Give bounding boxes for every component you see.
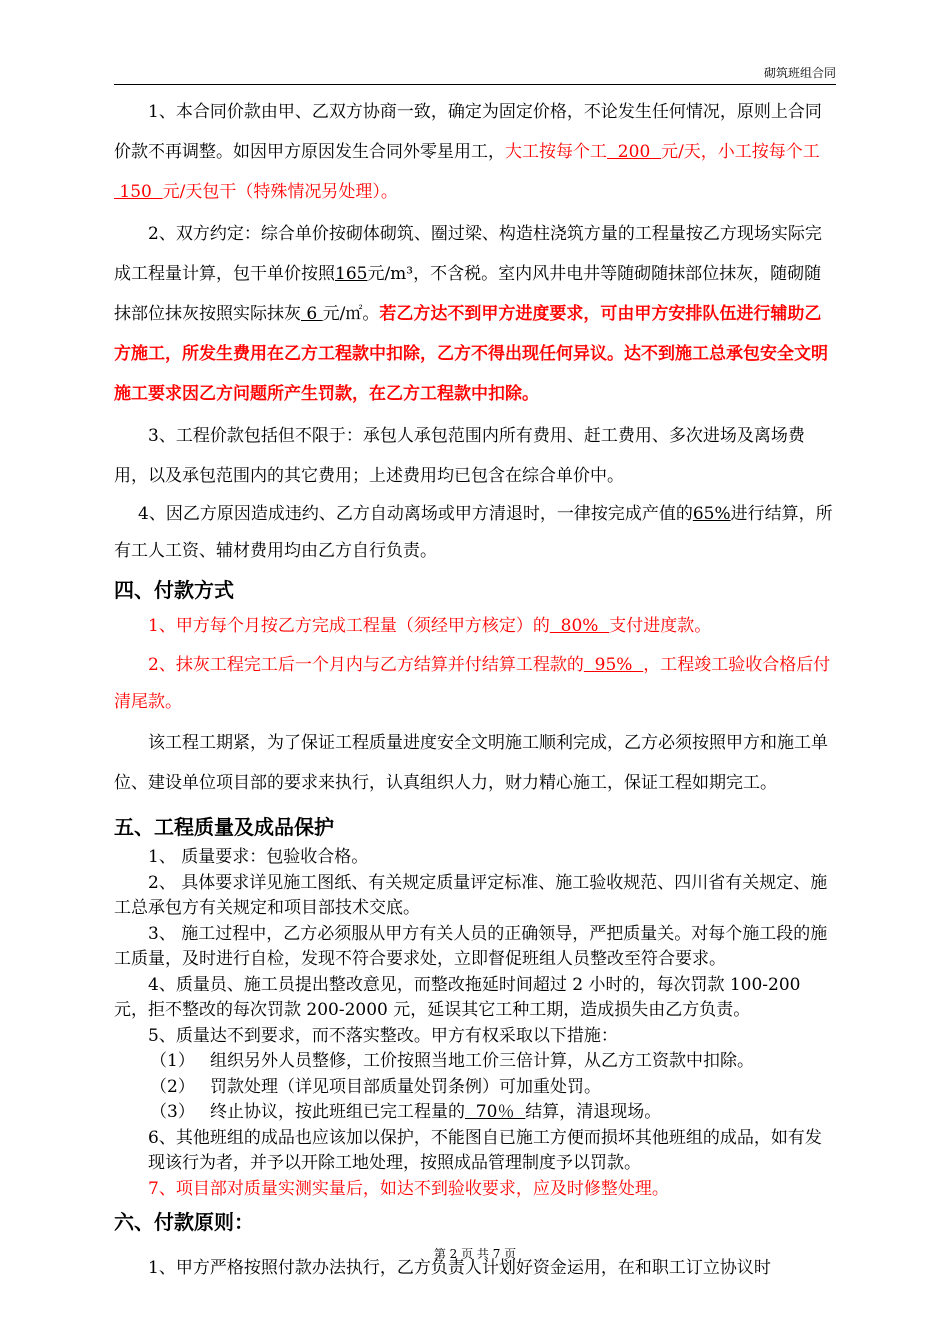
clause-2-text-b: 元/m³，不含税。室内风井电井等随砌随抹部位抹灰，随砌随抹部位抹灰按照实际抹灰 [114, 264, 822, 324]
measure-1-text: 组织另外人员整修，工价按照当地工价三倍计算，从乙方工资款中扣除。 [210, 1051, 754, 1071]
measure-2-number: （2） [150, 1076, 195, 1097]
payment-item-1 [114, 608, 838, 645]
clause-2-text: 2、双方约定：综合单价按砌体砌筑、圈过梁、构造柱浇筑方量的工程量按乙方现场实际完成工程量计算，包干单价按照 [114, 224, 822, 284]
unskilled-rate: 150 [114, 182, 163, 202]
measure-1 [114, 1049, 838, 1075]
quality-item-6: 6、其他班组的成品也应该加以保护，不能图自已施工方便而损坏其他班组的成品，如有发现该行为者，并予以开除工地处理，按照成品管理制度予以罚款。 [148, 1127, 822, 1173]
clause-2-red: 若乙方达不到甲方进度要求，可由甲方安排队伍进行辅助乙方施工，所发生费用在乙方工程款中扣除，乙方不得出现任何异议。达不到施工总承包安全文明施工要求因乙方问题所产生罚款，在乙方工程款中扣除。 [114, 304, 828, 404]
quality-item-3: 3、 施工过程中，乙方必须服从甲方有关人员的正确领导，严把质量关。对每个施工段的施工质量，及时进行自检，发现不符合要求处，立即督促班组人员整改至符合要求。 [114, 923, 828, 969]
payment-item-2-text-b: ，工程竣工验收合格后付清尾款。 [114, 655, 831, 712]
quality-item-7: 7、项目部对质量实测实量后，如达不到验收要求，应及时修整处理。 [148, 1178, 669, 1199]
measure-1-number: （1） [150, 1051, 195, 1071]
page-footer: 第 2 页 共 7 页 [433, 1247, 517, 1261]
payment-item-1-text: 1、甲方每个月按乙方完成工程量（须经甲方核定）的 [148, 616, 550, 636]
clause-1-red-a: 大工按每个工 [505, 142, 607, 162]
clause-3: 3、工程价款包括但不限于：承包人承包范围内所有费用、赶工费用、多次进场及离场费用，以及承包范围内的其它费用；上述费用均已包含在综合单价中。 [114, 426, 805, 486]
document-body [114, 92, 838, 1287]
quality-item-5: 5、质量达不到要求，而不落实整改。甲方有权采取以下措施： [148, 1025, 618, 1046]
clause-4-text: 4、因乙方原因造成违约、乙方自动离场或甲方清退时，一律按完成产值的 [138, 504, 693, 524]
clause-2-text-c: 元/㎡。 [322, 304, 380, 324]
quality-item-4: 4、质量员、施工员提出整改意见，而整改拖延时间超过 2 小时的，每次罚款 100-200 元，拒不整改的每次罚款 200-2000 元，延误其它工种工期，造成损失由乙方负责。 [114, 974, 801, 1020]
measure-3-text-b: 结算，清退现场。 [525, 1102, 662, 1122]
progress-percent: 80% [549, 616, 610, 636]
header-title: 砌筑班组合同 [763, 66, 836, 80]
page-header [114, 62, 836, 85]
schedule-paragraph: 该工程工期紧，为了保证工程质量进度安全文明施工顺利完成，乙方必须按照甲方和施工单位、建设单位项目部的要求来执行，认真组织人力，财力精心施工，保证工程如期完工。 [114, 733, 828, 793]
clause-1-red-b: 元/天，小工按每个工 [661, 142, 820, 162]
settlement-payment-percent: 95% [583, 655, 644, 675]
unit-price: 165 [335, 264, 368, 284]
measure-2-text: 罚款处理（详见项目部质量处罚条例）可加重处罚。 [210, 1076, 601, 1097]
payment-item-2-text: 2、抹灰工程完工后一个月内与乙方结算并付结算工程款的 [148, 655, 584, 675]
payment-item-2 [114, 647, 838, 721]
clause-1-red-c: 元/天包干（特殊情况另处理）。 [162, 182, 398, 202]
measure-3-number: （3） [150, 1102, 195, 1122]
payment-principle-1: 1、甲方严格按照付款办法执行，乙方负责人计划好资金运用，在和职工订立协议时 [148, 1258, 771, 1278]
quality-item-2: 2、 具体要求详见施工图纸、有关规定质量评定标准、施工验收规范、四川省有关规定、施工总承包方有关规定和项目部技术交底。 [114, 872, 828, 918]
section-5-title: 五、工程质量及成品保护 [114, 815, 334, 839]
measure-2 [114, 1075, 838, 1101]
clause-2 [114, 214, 838, 414]
measure-3-text: 终止协议，按此班组已完工程量的 [210, 1102, 465, 1122]
measure-3 [114, 1100, 838, 1126]
clause-4-text-b: 进行结算，所有工人工资、辅材费用均由乙方自行负责。 [114, 504, 833, 561]
section-4-title: 四、付款方式 [114, 578, 234, 602]
section-6-title: 六、付款原则： [114, 1210, 254, 1234]
clause-1-text: 1、本合同价款由甲、乙双方协商一致，确定为固定价格，不论发生任何情况，原则上合同价款不再调整。如因甲方原因发生合同外零星用工， [114, 102, 822, 162]
settlement-percent: 65% [692, 504, 731, 524]
clause-1 [114, 92, 838, 212]
clause-4 [114, 496, 838, 570]
skilled-rate: 200 [607, 142, 662, 162]
completed-percent: 70％ [465, 1102, 526, 1122]
plaster-price: 6 [301, 304, 323, 324]
quality-item-1: 1、 质量要求：包验收合格。 [148, 847, 369, 867]
payment-item-1-text-b: 支付进度款。 [609, 616, 712, 636]
